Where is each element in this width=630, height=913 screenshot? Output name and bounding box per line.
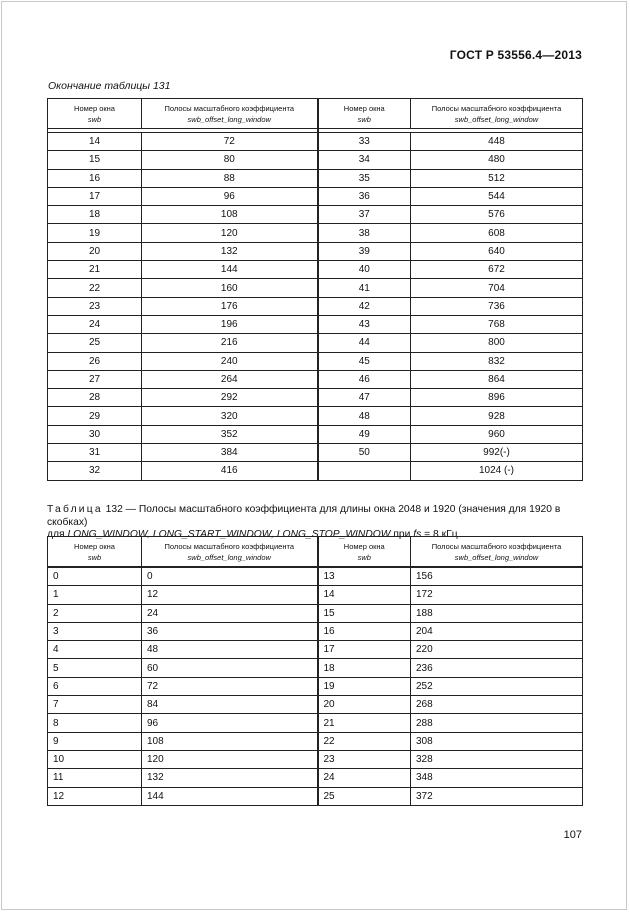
table-cell: 41 xyxy=(318,279,411,297)
table-cell: 512 xyxy=(411,169,583,187)
t132-col3-header: Номер окна swb xyxy=(318,537,411,568)
table-row xyxy=(48,242,583,260)
table-cell: 240 xyxy=(142,352,318,370)
table-cell: 384 xyxy=(142,444,318,462)
table-row xyxy=(48,279,583,297)
table-row xyxy=(48,732,583,750)
table-cell: 896 xyxy=(411,389,583,407)
table-row xyxy=(48,769,583,787)
table-cell: 50 xyxy=(318,444,411,462)
table-cell xyxy=(318,462,411,480)
table-cell: 1024 (-) xyxy=(411,462,583,480)
table-cell: 96 xyxy=(142,714,318,732)
table-cell: 32 xyxy=(48,462,142,480)
table-cell: 1 xyxy=(48,586,142,604)
table-row xyxy=(48,604,583,622)
table-cell: 24 xyxy=(48,315,142,333)
table-cell: 48 xyxy=(318,407,411,425)
table-cell: 18 xyxy=(318,659,411,677)
table-cell: 12 xyxy=(48,787,142,805)
table-cell: 480 xyxy=(411,151,583,169)
table-row xyxy=(48,659,583,677)
table-cell: 39 xyxy=(318,242,411,260)
table-cell: 42 xyxy=(318,297,411,315)
table-row xyxy=(48,352,583,370)
table-cell: 264 xyxy=(142,370,318,388)
table-cell: 36 xyxy=(318,187,411,205)
table-cell: 4 xyxy=(48,641,142,659)
table-cell: 292 xyxy=(142,389,318,407)
table-cell: 14 xyxy=(318,586,411,604)
table-cell: 864 xyxy=(411,370,583,388)
table-cell: 17 xyxy=(48,187,142,205)
table-cell: 48 xyxy=(142,641,318,659)
table-cell: 40 xyxy=(318,261,411,279)
table-cell: 220 xyxy=(411,641,583,659)
table-cell: 0 xyxy=(48,567,142,586)
table-132 xyxy=(47,536,583,806)
table-cell: 268 xyxy=(411,696,583,714)
table-row xyxy=(48,315,583,333)
table-row xyxy=(48,389,583,407)
table-cell: 120 xyxy=(142,224,318,242)
table-cell: 960 xyxy=(411,425,583,443)
table-cell: 60 xyxy=(142,659,318,677)
table-cell: 37 xyxy=(318,206,411,224)
table-row xyxy=(48,462,583,480)
table-cell: 23 xyxy=(318,750,411,768)
t131-col1-header: Номер окна swb xyxy=(48,99,142,129)
table-cell: 8 xyxy=(48,714,142,732)
table-cell: 252 xyxy=(411,677,583,695)
table-row xyxy=(48,224,583,242)
table-cell: 31 xyxy=(48,444,142,462)
table-row xyxy=(48,407,583,425)
table-cell: 160 xyxy=(142,279,318,297)
table-cell: 9 xyxy=(48,732,142,750)
table-cell: 204 xyxy=(411,622,583,640)
table-cell: 24 xyxy=(142,604,318,622)
table-cell: 416 xyxy=(142,462,318,480)
table-row xyxy=(48,261,583,279)
table-cell: 47 xyxy=(318,389,411,407)
table-cell: 33 xyxy=(318,133,411,151)
table-row xyxy=(48,425,583,443)
table-cell: 49 xyxy=(318,425,411,443)
table-row xyxy=(48,750,583,768)
table-cell: 3 xyxy=(48,622,142,640)
table-cell: 172 xyxy=(411,586,583,604)
table-cell: 17 xyxy=(318,641,411,659)
table-cell: 11 xyxy=(48,769,142,787)
table-cell: 84 xyxy=(142,696,318,714)
table-cell: 236 xyxy=(411,659,583,677)
table-cell: 108 xyxy=(142,206,318,224)
table-cell: 96 xyxy=(142,187,318,205)
table-cell: 5 xyxy=(48,659,142,677)
t132-col1-header: Номер окна swb xyxy=(48,537,142,568)
table-cell: 352 xyxy=(142,425,318,443)
table-cell: 832 xyxy=(411,352,583,370)
table-cell: 16 xyxy=(318,622,411,640)
table-cell: 10 xyxy=(48,750,142,768)
t132-col4-header: Полосы масштабного коэффициента swb_offset_long_window xyxy=(411,537,583,568)
table-cell: 328 xyxy=(411,750,583,768)
table-cell: 0 xyxy=(142,567,318,586)
table-cell: 132 xyxy=(142,242,318,260)
t132-body xyxy=(48,567,583,805)
table-cell: 29 xyxy=(48,407,142,425)
table-cell: 15 xyxy=(318,604,411,622)
table-cell: 22 xyxy=(318,732,411,750)
table-cell: 2 xyxy=(48,604,142,622)
table-cell: 20 xyxy=(318,696,411,714)
table-cell: 35 xyxy=(318,169,411,187)
table-cell: 672 xyxy=(411,261,583,279)
table-row xyxy=(48,133,583,151)
table-cell: 196 xyxy=(142,315,318,333)
table-132-caption: Таблица 132 — Полосы масштабного коэффициента для длины окна 2048 и 1920 (значения для 1920 в скобках) для LONG_WINDOW, LONG_START_WINDOW, LONG_STOP_WINDOW при fs = 8 кГц xyxy=(47,504,561,540)
table-row xyxy=(48,206,583,224)
table-cell: 576 xyxy=(411,206,583,224)
table-row xyxy=(48,696,583,714)
table-cell: 80 xyxy=(142,151,318,169)
table-cell: 608 xyxy=(411,224,583,242)
table-cell: 6 xyxy=(48,677,142,695)
t131-body xyxy=(48,133,583,481)
table-row xyxy=(48,677,583,695)
table-cell: 21 xyxy=(318,714,411,732)
table-cell: 23 xyxy=(48,297,142,315)
table-row xyxy=(48,334,583,352)
table-row xyxy=(48,151,583,169)
table-cell: 320 xyxy=(142,407,318,425)
table-cell: 20 xyxy=(48,242,142,260)
table-cell: 120 xyxy=(142,750,318,768)
table-cell: 44 xyxy=(318,334,411,352)
table-cell: 144 xyxy=(142,261,318,279)
table-cell: 800 xyxy=(411,334,583,352)
table-cell: 38 xyxy=(318,224,411,242)
table-cell: 108 xyxy=(142,732,318,750)
table-cell: 72 xyxy=(142,133,318,151)
table-cell: 7 xyxy=(48,696,142,714)
table-row xyxy=(48,187,583,205)
table-131 xyxy=(47,98,583,481)
table-cell: 21 xyxy=(48,261,142,279)
table-cell: 288 xyxy=(411,714,583,732)
t131-col4-header: Полосы масштабного коэффициента swb_offset_long_window xyxy=(411,99,583,129)
table-cell: 26 xyxy=(48,352,142,370)
table-cell: 13 xyxy=(318,567,411,586)
table-132-caption-line1: 132 — Полосы масштабного коэффициента для длины окна 2048 и 1920 (значения для 1920 в скобках) xyxy=(47,504,561,528)
table-cell: 132 xyxy=(142,769,318,787)
table-cell: 448 xyxy=(411,133,583,151)
table-cell: 176 xyxy=(142,297,318,315)
table-row xyxy=(48,787,583,805)
table-row xyxy=(48,714,583,732)
table-cell: 43 xyxy=(318,315,411,333)
table-row xyxy=(48,297,583,315)
table-cell: 12 xyxy=(142,586,318,604)
table-cell: 144 xyxy=(142,787,318,805)
table-cell: 18 xyxy=(48,206,142,224)
table-cell: 72 xyxy=(142,677,318,695)
document-code: ГОСТ Р 53556.4—2013 xyxy=(449,48,582,62)
table-cell: 25 xyxy=(48,334,142,352)
table-cell: 544 xyxy=(411,187,583,205)
table-row xyxy=(48,567,583,586)
table-cell: 25 xyxy=(318,787,411,805)
table-cell: 372 xyxy=(411,787,583,805)
table-cell: 22 xyxy=(48,279,142,297)
t131-col3-header: Номер окна swb xyxy=(318,99,411,129)
t131-col2-header: Полосы масштабного коэффициента swb_offset_long_window xyxy=(142,99,318,129)
table-cell: 156 xyxy=(411,567,583,586)
table-row xyxy=(48,169,583,187)
table-cell: 308 xyxy=(411,732,583,750)
table-cell: 14 xyxy=(48,133,142,151)
page-number: 107 xyxy=(563,829,582,841)
table-131-caption: Окончание таблицы 131 xyxy=(48,80,171,92)
table-cell: 45 xyxy=(318,352,411,370)
table-row xyxy=(48,586,583,604)
table-row xyxy=(48,444,583,462)
table-cell: 30 xyxy=(48,425,142,443)
table-cell: 28 xyxy=(48,389,142,407)
table-cell: 992(-) xyxy=(411,444,583,462)
table-cell: 34 xyxy=(318,151,411,169)
table-cell: 24 xyxy=(318,769,411,787)
table-row xyxy=(48,370,583,388)
table-cell: 19 xyxy=(48,224,142,242)
table-cell: 19 xyxy=(318,677,411,695)
table-cell: 736 xyxy=(411,297,583,315)
table-cell: 27 xyxy=(48,370,142,388)
table-row xyxy=(48,622,583,640)
table-row xyxy=(48,641,583,659)
table-cell: 348 xyxy=(411,769,583,787)
table-132-caption-prefix: Таблица xyxy=(47,504,103,515)
table-cell: 188 xyxy=(411,604,583,622)
table-cell: 88 xyxy=(142,169,318,187)
table-cell: 16 xyxy=(48,169,142,187)
table-cell: 704 xyxy=(411,279,583,297)
table-cell: 768 xyxy=(411,315,583,333)
t132-col2-header: Полосы масштабного коэффициента swb_offset_long_window xyxy=(142,537,318,568)
table-cell: 36 xyxy=(142,622,318,640)
table-cell: 928 xyxy=(411,407,583,425)
table-cell: 15 xyxy=(48,151,142,169)
table-cell: 46 xyxy=(318,370,411,388)
table-cell: 640 xyxy=(411,242,583,260)
table-cell: 216 xyxy=(142,334,318,352)
